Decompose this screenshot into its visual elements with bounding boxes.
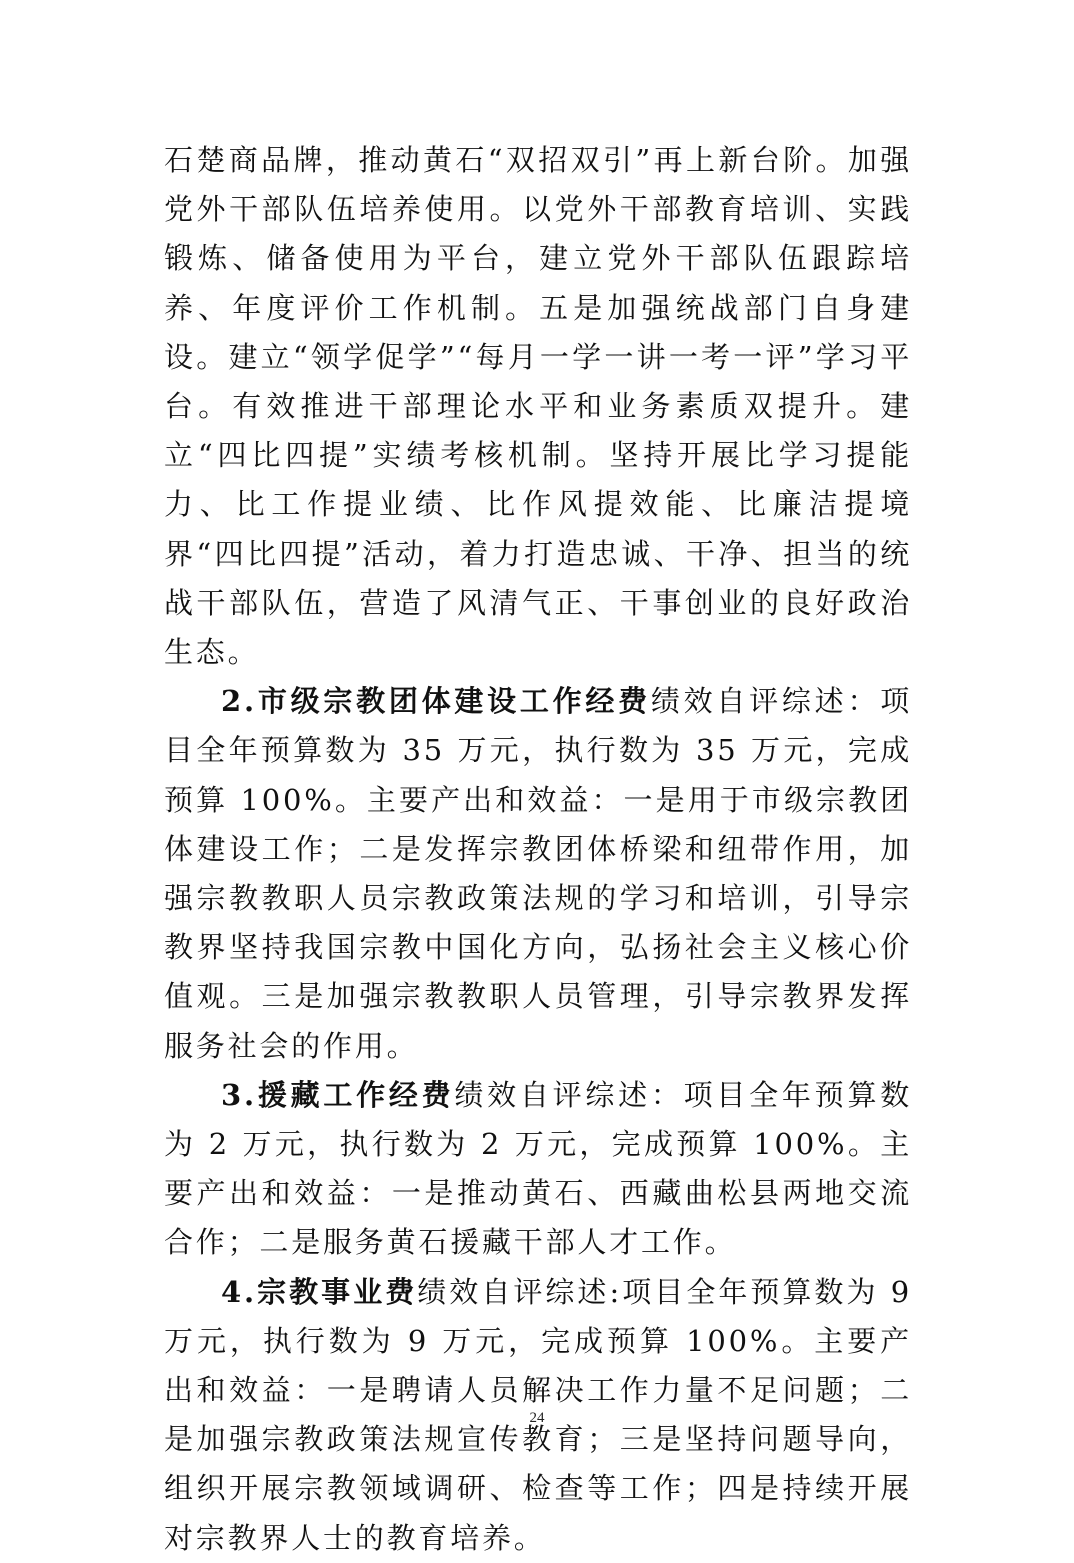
paragraph-body: 石楚商品牌，推动黄石“双招双引”再上新台阶。加强党外干部队伍培养使用。以党外干部教育培训、实践锻炼、储备使用为平台，建立党外干部队伍跟踪培养、年度评价工作机制。五是加强统战部门自身建设。建立“领学促学”“每月一学一讲一考一评”学习平台。有效推进干部理论水平和业务素质双提升。建立“四比四提”实绩考核机制。坚持开展比学习提能力、比工作提业绩、比作风提效能、比廉洁提境界“四比四提”活动，着力打造忠诚、干净、担当的统战干部队伍，营造了风清气正、干事创业的良好政治生态。 xyxy=(164,143,912,670)
paragraph-item-3 xyxy=(164,1071,912,1268)
paragraph-item-2 xyxy=(164,677,912,1071)
page-number: 24 xyxy=(529,1410,545,1426)
item-title: 3.援藏工作经费 xyxy=(221,1077,455,1112)
item-title: 2.市级宗教团体建设工作经费 xyxy=(221,684,651,719)
paragraph-body: 绩效自评综述:项目全年预算数为 9 万元，执行数为 9 万元，完成预算 100%。主要产出和效益：一是聘请人员解决工作力量不足问题；二是加强宗教政策法规宣传教育；三是坚持问题导向，组织开展宗教领域调研、检查等工作；四是持续开展对宗教界人士的教育培养。 xyxy=(164,1274,912,1555)
paragraph-body: 绩效自评综述：项目全年预算数为 2 万元，执行数为 2 万元，完成预算 100%。主要产出和效益：一是推动黄石、西藏曲松县两地交流合作；二是服务黄石援藏干部人才工作。 xyxy=(164,1077,912,1260)
item-title: 4.宗教事业费 xyxy=(221,1274,418,1309)
document-body xyxy=(164,136,912,1563)
paragraph-body: 绩效自评综述：项目全年预算数为 35 万元，执行数为 35 万元，完成预算 100%。主要产出和效益：一是用于市级宗教团体建设工作；二是发挥宗教团体桥梁和纽带作用，加强宗教教职人员宗教政策法规的学习和培训，引导宗教界坚持我国宗教中国化方向，弘扬社会主义核心价值观。三是加强宗教教职人员管理，引导宗教界发挥服务社会的作用。 xyxy=(164,684,912,1063)
paragraph-continuation xyxy=(164,136,912,677)
